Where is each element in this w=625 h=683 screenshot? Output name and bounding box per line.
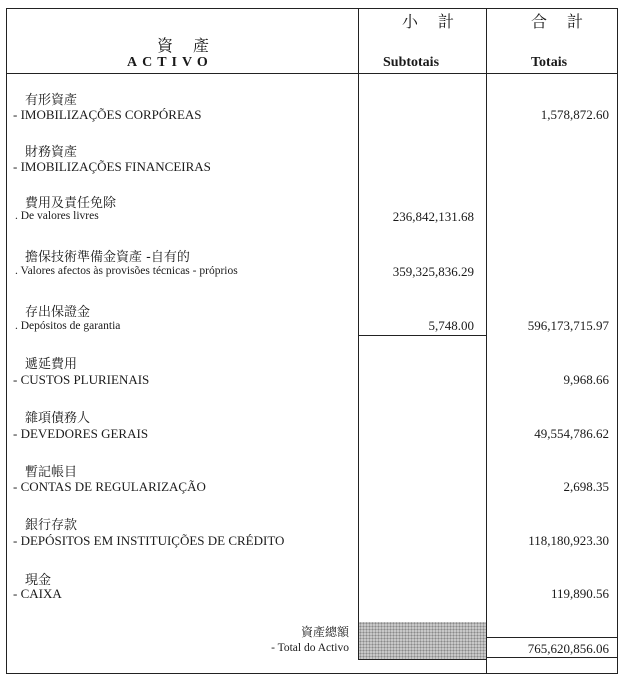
row-label-zh: 遞延費用 — [25, 357, 78, 372]
row-label-zh: 有形資產 — [25, 93, 78, 108]
row-subtotal: 5,748.00 — [428, 318, 474, 333]
row-label-pt: - DEPÓSITOS EM INSTITUIÇÕES DE CRÉDITO — [13, 533, 285, 548]
row-total: 118,180,923.30 — [528, 533, 609, 548]
total-rule-bottom — [486, 657, 617, 658]
row-label-pt: . Valores afectos às provisões técnicas - próprios — [15, 265, 238, 277]
row-label-zh: 擔保技術準備金資產 -自有的 — [25, 250, 190, 265]
row-label-pt: - CUSTOS PLURIENAIS — [13, 372, 150, 387]
column-divider-subtotal — [358, 9, 359, 659]
row-total: 2,698.35 — [563, 479, 609, 494]
total-activo-label-pt: - Total do Activo — [271, 642, 349, 654]
row-label-pt: - IMOBILIZAÇÕES FINANCEIRAS — [13, 159, 211, 174]
activo-heading-zh: 資 產 — [157, 38, 218, 55]
total-heading-zh: 合 計 — [531, 14, 592, 31]
row-total: 1,578,872.60 — [540, 107, 609, 122]
row-label-zh: 暫記帳目 — [25, 465, 78, 480]
activo-heading-pt: ACTIVO — [127, 55, 213, 70]
total-activo-value: 765,620,856.06 — [527, 641, 609, 656]
shaded-cell — [359, 622, 486, 659]
total-heading-pt: Totais — [531, 55, 568, 70]
row-label-zh: 現金 — [25, 573, 52, 588]
row-label-pt: - CONTAS DE REGULARIZAÇÃO — [13, 479, 206, 494]
row-subtotal: 359,325,836.29 — [392, 264, 474, 279]
subtotal-rule — [358, 335, 486, 336]
column-divider-total — [486, 9, 487, 673]
subtotal-bottom-rule — [358, 659, 486, 660]
row-label-pt: - IMOBILIZAÇÕES CORPÓREAS — [13, 107, 202, 122]
row-subtotal: 236,842,131.68 — [392, 209, 474, 224]
row-label-pt: - CAIXA — [13, 586, 62, 601]
total-activo-label-zh: 資產總額 — [300, 625, 349, 639]
row-total: 49,554,786.62 — [534, 426, 609, 441]
row-total: 596,173,715.97 — [527, 318, 609, 333]
subtotal-heading-zh: 小 計 — [402, 14, 463, 31]
row-label-zh: 銀行存款 — [25, 518, 78, 533]
row-total: 119,890.56 — [550, 586, 609, 601]
row-label-zh: 存出保證金 — [25, 305, 91, 320]
header-rule — [7, 73, 617, 74]
total-rule-top — [486, 637, 617, 638]
subtotal-heading-pt: Subtotais — [383, 55, 440, 70]
row-total: 9,968.66 — [563, 372, 609, 387]
row-label-pt: . De valores livres — [15, 210, 99, 222]
row-label-pt: - DEVEDORES GERAIS — [13, 426, 149, 441]
row-label-zh: 費用及責任免除 — [25, 196, 117, 211]
row-label-zh: 雜項債務人 — [25, 411, 91, 426]
row-label-pt: . Depósitos de garantia — [15, 320, 121, 332]
row-label-zh: 財務資產 — [25, 145, 78, 160]
balance-sheet-table — [6, 8, 618, 674]
